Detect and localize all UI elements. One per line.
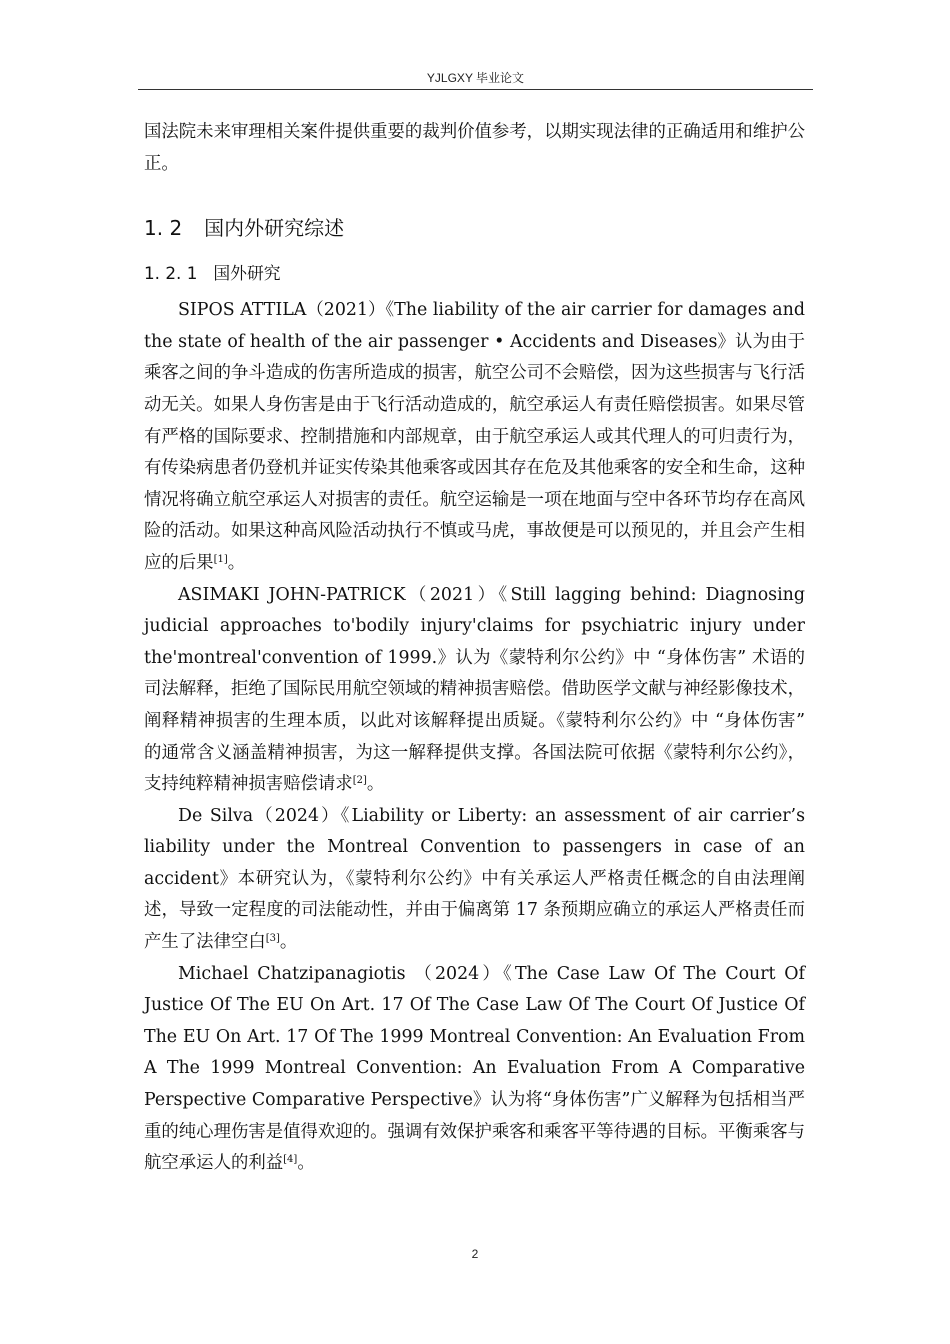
paragraph-text: ASIMAKI JOHN-PATRICK（2021）《Still lagging behind: Diagnosing judicial approaches to'bodily injury'claims for psychiatric injury under the'montreal'convention of 1999.》认为《蒙特利尔公约》中 “身体伤害” 术语的司法解释，拒绝了国际民用航空领域的精神损害赔偿。借助医学文献与神经影像技术，阐释精神损害的生理本质，以此对该解释提出质疑。《蒙特利尔公约》中 “身体伤害” 的通常含义涵盖精神损害，为这一解释提供支撑。各国法院可依据《蒙特利尔公约》，支持纯粹精神损害赔偿请求 <box>144 584 805 795</box>
paragraph-text: Michael Chatzipanagiotis （2024）《The Case Law Of The Court Of Justice Of The EU On Art. 17 Of The Case Law Of The Court Of Justice Of The EU On Art. 17 Of The 1999 Montreal Convention: An Evaluation From A The 1999 Montreal Convention: An Evaluation From A Comparative Perspective Comparative Perspective》认为将“身体伤害”广义解释为包括相当严重的纯心理伤害是值得欢迎的。强调有效保护乘客和乘客平等待遇的目标。平衡乘客与航空承运人的利益 <box>144 963 805 1174</box>
document-body <box>144 117 805 1180</box>
subsection-title: 国外研究 <box>213 263 281 284</box>
paragraph-end: 。 <box>279 932 298 953</box>
citation-ref[interactable]: [2] <box>352 775 367 787</box>
paragraph-text: De Silva（2024）《Liability or Liberty: an assessment of air carrier’s liability under the Montreal Convention to passengers in case of an accident》本研究认为，《蒙特利尔公约》中有关承运人严格责任概念的自由法理阐述，导致一定程度的司法能动性，并由于偏离第 17 条预期应确立的承运人严格责任而产生了法律空白 <box>144 805 805 953</box>
header-divider <box>138 89 813 90</box>
paragraph-end: 。 <box>366 774 385 795</box>
body-paragraph <box>144 801 805 959</box>
body-paragraph <box>144 959 805 1180</box>
paragraph-end: 。 <box>227 552 246 573</box>
section-title: 国内外研究综述 <box>204 216 345 241</box>
subsection-heading <box>144 261 805 285</box>
citation-ref[interactable]: [1] <box>213 553 228 565</box>
paragraph-end: 。 <box>297 1153 315 1174</box>
intro-paragraph: 国法院未来审理相关案件提供重要的裁判价值参考，以期实现法律的正确适用和维护公正。 <box>144 122 805 174</box>
page-number: 2 <box>471 1247 479 1261</box>
citation-ref[interactable]: [3] <box>265 933 280 945</box>
citation-ref[interactable]: [4] <box>283 1154 298 1166</box>
paragraph-text: SIPOS ATTILA（2021）《The liability of the air carrier for damages and the state of health of the air passenger • Accidents and Diseases》认为由于乘客之间的争斗造成的伤害所造成的损害，航空公司不会赔偿，因为这些损害与飞行活动无关。如果人身伤害是由于飞行活动造成的，航空承运人有责任赔偿损害。如果尽管有严格的国际要求、控制措施和内部规章，由于航空承运人或其代理人的可归责行为，有传染病患者仍登机并证实传染其他乘客或因其存在危及其他乘客的安全和生命，这种情况将确立航空承运人对损害的责任。航空运输是一项在地面与空中各环节均存在高风险的活动。如果这种高风险活动执行不慎或马虎，事故便是可以预见的，并且会产生相应的后果 <box>144 300 805 573</box>
subsection-number: 1. 2. 1 <box>144 263 198 284</box>
body-paragraph <box>144 295 805 579</box>
section-number: 1. 2 <box>144 216 183 241</box>
running-header: YJLGXY 毕业论文 <box>426 71 525 85</box>
section-heading <box>144 215 805 241</box>
body-paragraph <box>144 580 805 801</box>
